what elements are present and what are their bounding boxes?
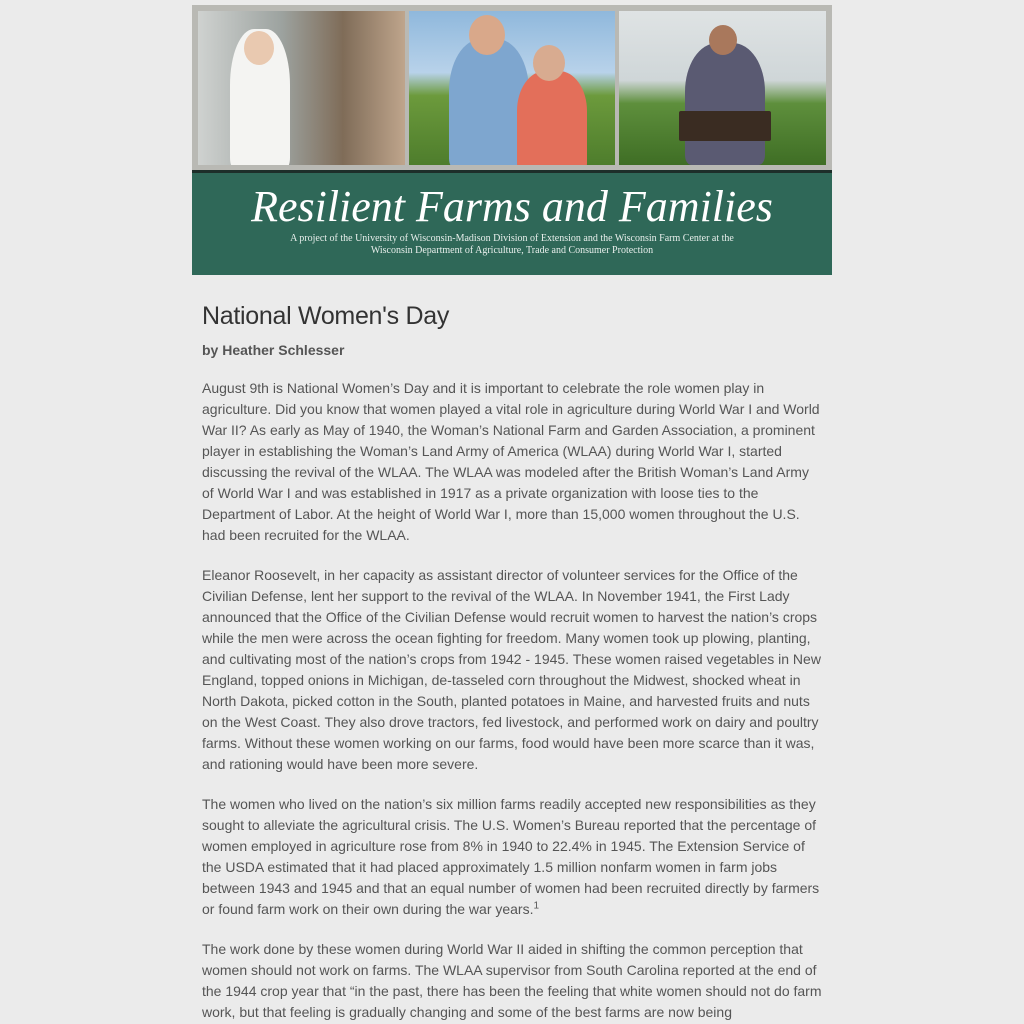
article-paragraph: [202, 794, 824, 920]
newsletter-header: [192, 5, 832, 275]
byline: by Heather Schlesser: [202, 342, 345, 358]
article-paragraph: August 9th is National Women’s Day and it is important to celebrate the role women play in agriculture. Did you know that women played a vital role in agriculture during World War I and World War II? As early as May of 1940, the Woman’s National Farm and Garden Association, a prominent player in establishing the Woman’s Land Army of America (WLAA) during World War I, started discussing the revival of the WLAA. The WLAA was modeled after the British Woman’s Land Army of World War I and was established in 1917 as a private organization with loose ties to the Department of Labor. At the height of World War I, more than 15,000 women throughout the U.S. had been recruited for the WLAA.: [202, 380, 820, 543]
article-paragraph: The work done by these women during World War II aided in shifting the common perception that women should not work on farms. The WLAA supervisor from South Carolina reported at the end of the 1944 crop year that “in the past, there has been the feeling that white women should not do farm work, but that feeling is gradually changing and some of the best farms are now being: [202, 941, 822, 1020]
photo-farm-couple: [409, 11, 615, 165]
paragraph-text: The women who lived on the nation’s six million farms readily accepted new responsibilities as they sought to alleviate the agricultural crisis. The U.S. Women’s Bureau reported that the percentage of women employed in agriculture rose from 8% in 1940 to 22.4% in 1945. The Extension Service of the USDA estimated that it had placed approximately 1.5 million nonfarm women in farm jobs between 1943 and 1945 and that an equal number of women had been recruited directly by farmers or found farm work on their own during the war years.: [202, 796, 820, 917]
title-banner: [192, 170, 832, 275]
header-photo-strip: [192, 5, 832, 170]
logo-text: Resilient Farms and Families: [251, 182, 773, 231]
photo-dairy-worker: [198, 11, 405, 165]
photo-greenhouse-farmer: [619, 11, 826, 165]
article: [202, 300, 824, 1023]
article-paragraph: Eleanor Roosevelt, in her capacity as assistant director of volunteer services for the Office of the Civilian Defense, lent her support to the revival of the WLAA. In November 1941, the First Lady announced that the Office of the Civilian Defense would recruit women to harvest the nation’s crops while the men were across the ocean fighting for freedom. Many women took up plowing, planting, and cultivating most of the nation’s crops from 1942 - 1945. These women raised vegetables in New England, topped onions in Michigan, de-tasseled corn throughout the Midwest, shocked wheat in North Dakota, picked cotton in the South, planted potatoes in Maine, and harvested fruits and nuts on the West Coast. They also drove tractors, fed livestock, and performed work on dairy and poultry farms. Without these women working on our farms, food would have been more scarce than it was, and rationing would have been more severe.: [202, 567, 821, 772]
article-title: National Women's Day: [202, 302, 450, 330]
banner-subtitle: A project of the University of Wisconsin-Madison Division of Extension and the Wisconsin Farm Center at the: [290, 233, 734, 244]
banner-subtitle: Wisconsin Department of Agriculture, Trade and Consumer Protection: [370, 245, 654, 256]
footnote-reference[interactable]: 1: [533, 900, 540, 912]
